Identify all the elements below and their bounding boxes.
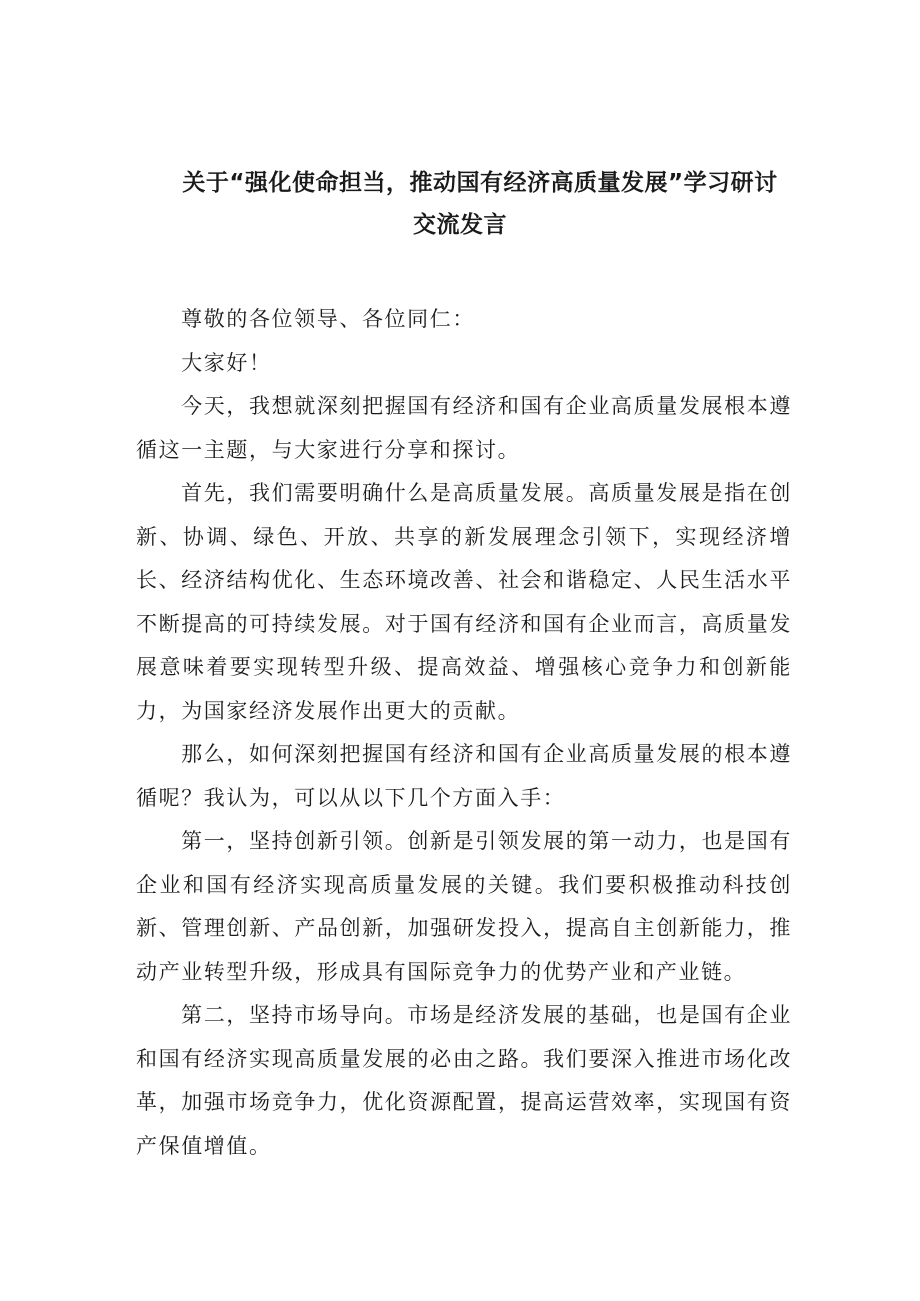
document-body: [136, 298, 792, 1168]
paragraph-second-point: 第二，坚持市场导向。市场是经济发展的基础，也是国有企业和国有经济实现高质量发展的必由之路。我们要深入推进市场化改革，加强市场竞争力，优化资源配置，提高运营效率，实现国有资产保值增值。: [136, 1003, 792, 1158]
paragraph-first-point: 第一，坚持创新引领。创新是引领发展的第一动力，也是国有企业和国有经济实现高质量发展的关键。我们要积极推动科技创新、管理创新、产品创新，加强研发投入，提高自主创新能力，推动产业转型升级，形成具有国际竞争力的优势产业和产业链。: [136, 829, 792, 984]
paragraph-question: 那么，如何深刻把握国有经济和国有企业高质量发展的根本遵循呢？我认为，可以从以下几个方面入手：: [136, 742, 792, 810]
greeting: 大家好！: [181, 350, 272, 375]
document-title-line2: 交流发言: [413, 212, 507, 238]
paragraph-definition: 首先，我们需要明确什么是高质量发展。高质量发展是指在创新、协调、绿色、开放、共享的新发展理念引领下，实现经济增长、经济结构优化、生态环境改善、社会和谐稳定、人民生活水平不断提高的可持续发展。对于国有经济和国有企业而言，高质量发展意味着要实现转型升级、提高效益、增强核心竞争力和创新能力，为国家经济发展作出更大的贡献。: [136, 481, 792, 723]
salutation: 尊敬的各位领导、各位同仁：: [181, 307, 475, 331]
paragraph-intro: 今天，我想就深刻把握国有经济和国有企业高质量发展根本遵循这一主题，与大家进行分享和探讨。: [136, 394, 792, 462]
document-title-line1: 关于“强化使命担当，推动国有经济高质量发展”学习研讨: [182, 170, 778, 196]
